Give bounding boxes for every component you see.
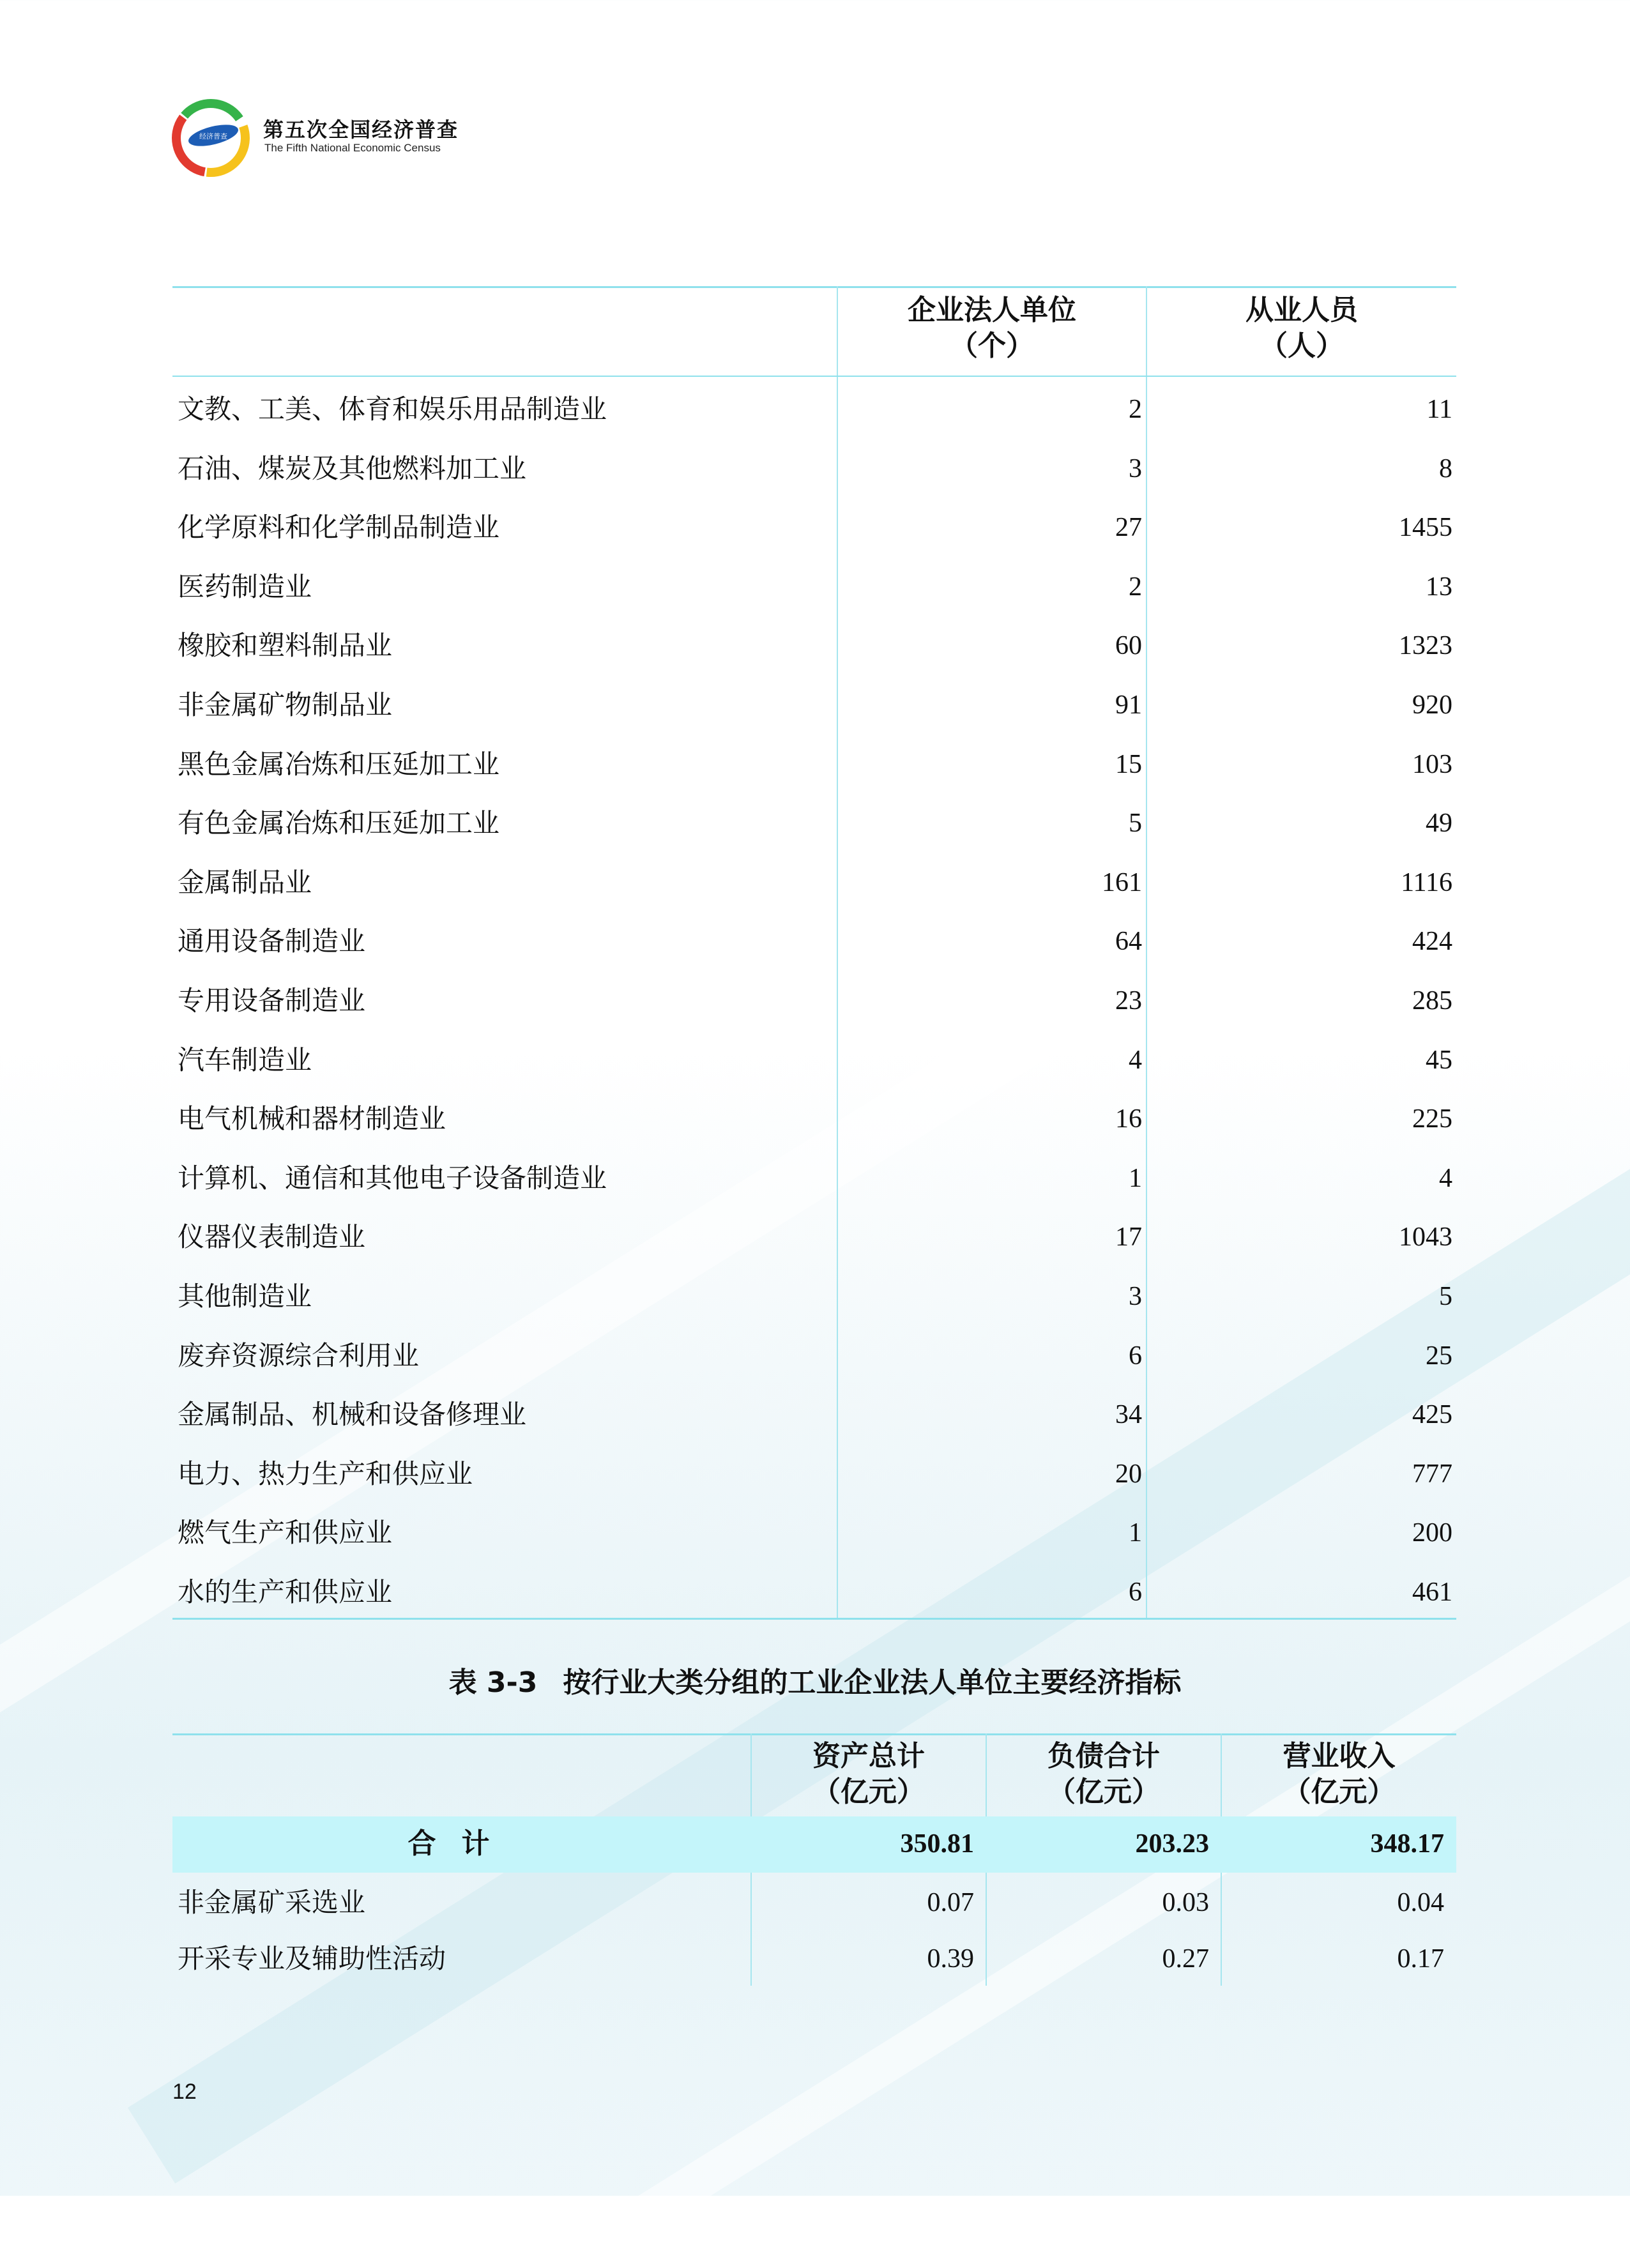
row-units: 27 (1115, 513, 1142, 543)
row-employees: 13 (1426, 572, 1452, 602)
row-label: 其他制造业 (178, 1281, 312, 1312)
column-header-unit: （人） (1260, 330, 1344, 362)
table-caption (0, 1659, 1630, 1700)
total-revenue: 348.17 (1370, 1829, 1444, 1859)
table-row (172, 499, 1456, 558)
row-assets: 0.07 (927, 1888, 974, 1917)
row-assets: 0.39 (927, 1944, 974, 1974)
row-units: 34 (1115, 1400, 1142, 1430)
row-units: 3 (1129, 1282, 1142, 1311)
table-row (172, 1327, 1456, 1386)
column-header-unit: （亿元） (1283, 1776, 1396, 1808)
total-assets: 350.81 (900, 1829, 974, 1859)
row-employees: 1116 (1401, 867, 1452, 897)
table-row (172, 440, 1456, 499)
column-header-unit: （亿元） (1047, 1776, 1160, 1808)
table-row (172, 736, 1456, 795)
row-employees: 103 (1412, 749, 1452, 779)
column-header-label: 资产总计 (812, 1740, 925, 1772)
row-employees: 1043 (1399, 1222, 1452, 1252)
row-label: 有色金属冶炼和压延加工业 (178, 807, 500, 839)
row-units: 16 (1115, 1104, 1142, 1134)
table-row (172, 854, 1456, 913)
row-employees: 8 (1439, 453, 1452, 483)
row-units: 3 (1129, 453, 1142, 483)
row-units: 4 (1129, 1045, 1142, 1075)
row-units: 64 (1115, 927, 1142, 957)
row-label: 非金属矿物制品业 (178, 689, 393, 720)
row-label: 废弃资源综合利用业 (178, 1339, 420, 1371)
column-header-unit: （亿元） (812, 1776, 925, 1808)
column-header-assets (752, 1739, 986, 1810)
row-label: 计算机、通信和其他电子设备制造业 (178, 1162, 607, 1194)
row-label: 专用设备制造业 (178, 985, 366, 1016)
table-title: 按行业大类分组的工业企业法人单位主要经济指标 (563, 1666, 1182, 1699)
row-employees: 1323 (1399, 631, 1452, 661)
table-row (172, 1268, 1456, 1327)
row-units: 20 (1115, 1459, 1142, 1489)
row-units: 161 (1102, 867, 1142, 897)
row-employees: 11 (1426, 395, 1452, 424)
row-label: 通用设备制造业 (178, 925, 366, 957)
brand-title-cn: 第五次全国经济普查 (263, 118, 459, 142)
table-row (172, 381, 1456, 439)
row-units: 2 (1129, 572, 1142, 602)
table-row (172, 913, 1456, 971)
row-label: 化学原料和化学制品制造业 (178, 512, 500, 544)
row-employees: 424 (1412, 927, 1452, 957)
row-units: 6 (1129, 1341, 1142, 1371)
table-row (172, 1208, 1456, 1267)
row-units: 17 (1115, 1222, 1142, 1252)
table-number: 表 3-3 (448, 1666, 538, 1699)
table-row (172, 1150, 1456, 1208)
row-employees: 49 (1426, 809, 1452, 839)
column-header-revenue (1222, 1739, 1456, 1810)
row-label: 燃气生产和供应业 (178, 1517, 393, 1549)
row-revenue: 0.04 (1397, 1888, 1444, 1917)
row-label: 橡胶和塑料制品业 (178, 630, 393, 662)
row-label: 汽车制造业 (178, 1044, 312, 1076)
column-header-label: 从业人员 (1245, 294, 1358, 326)
table-top-rule (172, 1733, 1456, 1735)
column-header-label: 营业收入 (1283, 1740, 1396, 1772)
row-units: 60 (1115, 631, 1142, 661)
row-label: 水的生产和供应业 (178, 1576, 393, 1608)
row-liabilities: 0.27 (1162, 1944, 1209, 1974)
row-employees: 225 (1412, 1104, 1452, 1134)
row-employees: 4 (1439, 1163, 1452, 1193)
page-number: 12 (172, 2080, 197, 2104)
row-revenue: 0.17 (1397, 1944, 1444, 1974)
table-row (172, 1930, 1456, 1986)
row-employees: 5 (1439, 1282, 1452, 1311)
table-row (172, 1090, 1456, 1149)
header-bottom-rule (172, 376, 1456, 377)
row-units: 1 (1129, 1518, 1142, 1548)
row-employees: 45 (1426, 1045, 1452, 1075)
total-liabilities: 203.23 (1135, 1829, 1209, 1859)
table-row (172, 1445, 1456, 1504)
row-label: 黑色金属冶炼和压延加工业 (178, 748, 500, 780)
row-label: 石油、煤炭及其他燃料加工业 (178, 452, 527, 484)
row-employees: 425 (1412, 1400, 1452, 1430)
row-units: 2 (1129, 395, 1142, 424)
row-employees: 461 (1412, 1578, 1452, 1607)
table-row (172, 1386, 1456, 1445)
table-row (172, 1031, 1456, 1090)
row-units: 5 (1129, 809, 1142, 839)
census-logo-icon (171, 98, 250, 178)
table-row (172, 972, 1456, 1031)
table-row (172, 676, 1456, 735)
table-top-rule (172, 286, 1456, 288)
column-header-label: 负债合计 (1047, 1740, 1160, 1772)
row-liabilities: 0.03 (1162, 1888, 1209, 1917)
row-employees: 25 (1426, 1341, 1452, 1371)
row-label: 电气机械和器材制造业 (178, 1103, 446, 1135)
column-header-unit: （个） (950, 330, 1034, 362)
row-label: 文教、工美、体育和娱乐用品制造业 (178, 393, 607, 425)
table-row (172, 1874, 1456, 1930)
row-label: 开采专业及辅助性活动 (178, 1943, 446, 1974)
row-label: 仪器仪表制造业 (178, 1221, 366, 1253)
table-row (172, 795, 1456, 853)
row-employees: 285 (1412, 986, 1452, 1016)
row-employees: 920 (1412, 690, 1452, 720)
total-label: 合计 (408, 1827, 515, 1860)
table-bottom-rule (172, 1618, 1456, 1620)
svg-text:经济普查: 经济普查 (199, 132, 227, 141)
column-header-label: 企业法人单位 (908, 294, 1076, 326)
row-label: 医药制造业 (178, 570, 312, 602)
row-employees: 777 (1412, 1459, 1452, 1489)
column-header-units (838, 293, 1146, 364)
table-row (172, 558, 1456, 617)
brand-title-en: The Fifth National Economic Census (264, 142, 441, 154)
row-units: 91 (1115, 690, 1142, 720)
row-units: 1 (1129, 1163, 1142, 1193)
row-label: 金属制品、机械和设备修理业 (178, 1399, 527, 1431)
table-row (172, 617, 1456, 676)
row-label: 金属制品业 (178, 866, 312, 898)
column-header-liabilities (987, 1739, 1221, 1810)
row-label: 电力、热力生产和供应业 (178, 1457, 473, 1489)
column-header-employees (1147, 293, 1456, 364)
row-units: 6 (1129, 1578, 1142, 1607)
row-label: 非金属矿采选业 (178, 1887, 366, 1918)
table-row (172, 1564, 1456, 1622)
row-units: 15 (1115, 749, 1142, 779)
row-employees: 200 (1412, 1518, 1452, 1548)
row-units: 23 (1115, 986, 1142, 1016)
total-row (172, 1816, 1456, 1873)
table-row (172, 1504, 1456, 1563)
row-employees: 1455 (1399, 513, 1452, 543)
